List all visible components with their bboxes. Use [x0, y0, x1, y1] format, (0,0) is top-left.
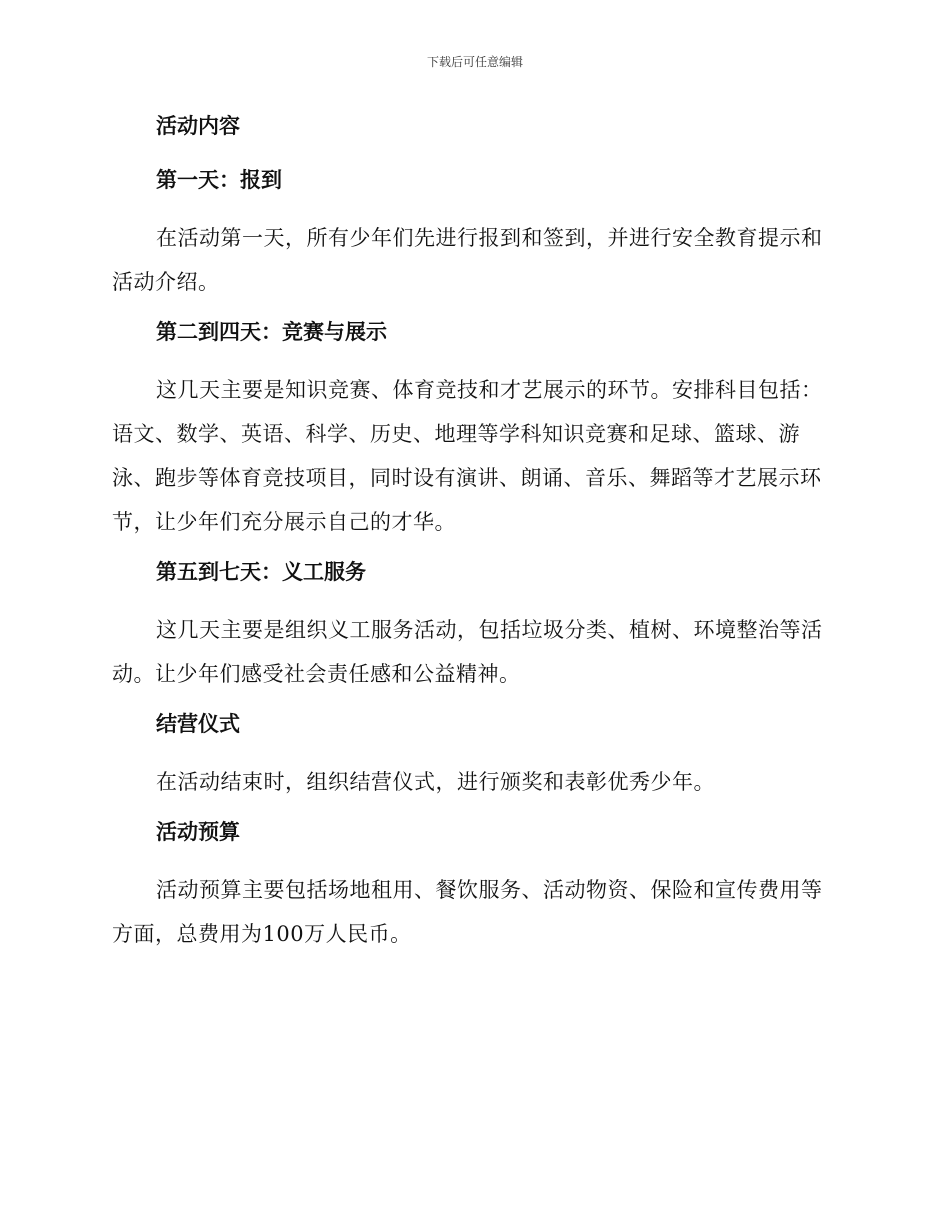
header-note: 下载后可任意编辑: [426, 55, 523, 69]
paragraph-closing-ceremony: 在活动结束时，组织结营仪式，进行颁奖和表彰优秀少年。: [156, 770, 715, 794]
paragraph-days-five-seven: 这几天主要是组织义工服务活动，包括垃圾分类、植树、环境整治等活动。让少年们感受社会责任感和公益精神。: [112, 618, 823, 686]
section-heading-activity-content: 活动内容: [156, 114, 240, 138]
section-heading-closing-ceremony: 结营仪式: [156, 712, 240, 736]
section-heading-days-two-four: 第二到四天：竞赛与展示: [156, 320, 387, 344]
section-heading-budget: 活动预算: [156, 820, 240, 844]
section-heading-day-one: 第一天：报到: [156, 168, 282, 192]
paragraph-day-one: 在活动第一天，所有少年们先进行报到和签到，并进行安全教育提示和活动介绍。: [112, 226, 823, 294]
paragraph-budget: 活动预算主要包括场地租用、餐饮服务、活动物资、保险和宣传费用等方面，总费用为100万人民币。: [112, 878, 823, 946]
document-body: [112, 108, 832, 966]
section-heading-days-five-seven: 第五到七天：义工服务: [156, 560, 366, 584]
paragraph-days-two-four: 这几天主要是知识竞赛、体育竞技和才艺展示的环节。安排科目包括：语文、数学、英语、科学、历史、地理等学科知识竞赛和足球、篮球、游泳、跑步等体育竞技项目，同时设有演讲、朗诵、音乐、舞蹈等才艺展示环节，让少年们充分展示自己的才华。: [112, 378, 823, 534]
